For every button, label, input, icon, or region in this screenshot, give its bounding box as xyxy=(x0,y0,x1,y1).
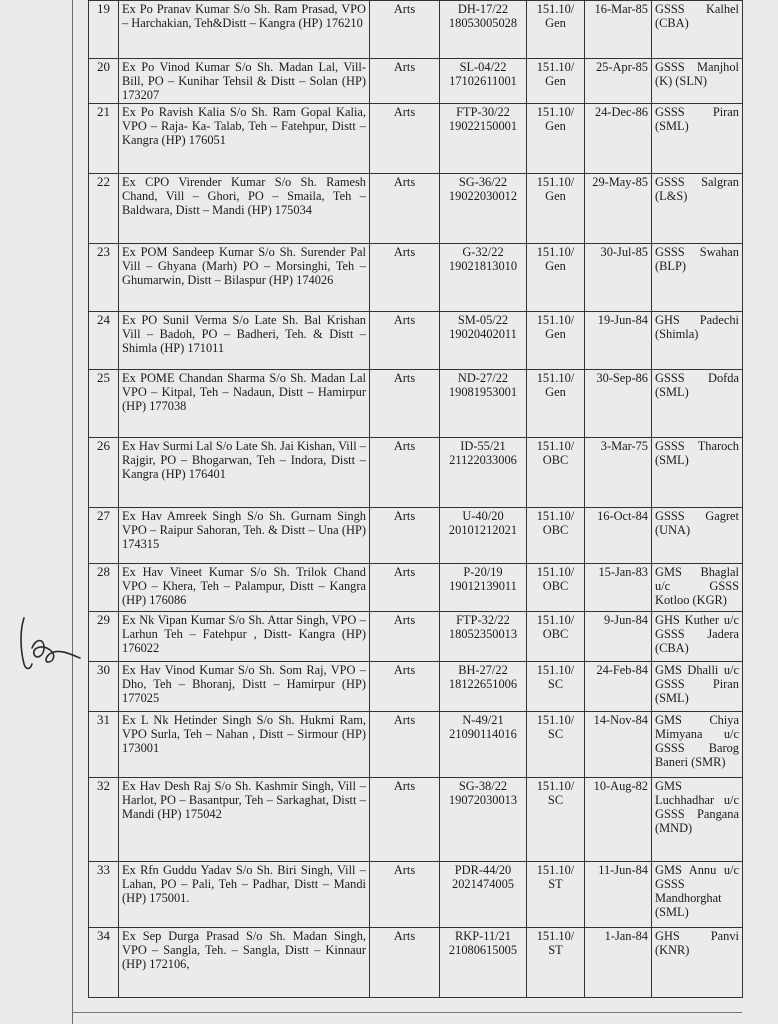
date-of-birth-text: 9-Jun-84 xyxy=(603,613,648,627)
school-allotted-cell xyxy=(652,564,743,612)
category-text: Gen xyxy=(545,16,566,30)
date-of-birth-cell xyxy=(585,438,652,508)
category-cell xyxy=(527,862,585,928)
registration-number-text: 19022030012 xyxy=(448,189,518,203)
serial-number-text: 25 xyxy=(97,370,110,385)
subject-cell xyxy=(370,104,440,174)
school-allotted-cell xyxy=(652,1,743,59)
category-cell xyxy=(527,712,585,778)
category-cell xyxy=(527,928,585,998)
subject-cell xyxy=(370,862,440,928)
school-allotted-text: GSSS Manjhol (K) (SLN) xyxy=(655,60,739,88)
registration-number-cell xyxy=(440,612,527,662)
subject-cell xyxy=(370,612,440,662)
category-text: 151.10/ SC xyxy=(536,779,575,807)
school-allotted-cell xyxy=(652,928,743,998)
date-of-birth-cell xyxy=(585,862,652,928)
registration-number-text: P-20/19 xyxy=(463,565,503,579)
subject-text: Arts xyxy=(393,565,416,579)
candidate-name-address-text: Ex Hav Amreek Singh S/o Sh. Gurnam Singh VPO – Raipur Sahoran, Teh. & Distt – Una (HP) 174315 xyxy=(122,509,366,551)
table-row xyxy=(89,438,743,508)
registration-number-text: G-32/22 xyxy=(462,245,504,259)
category-text: 151.10/ xyxy=(536,105,575,119)
category-text: 151.10/ xyxy=(536,175,575,189)
table-row xyxy=(89,564,743,612)
candidate-name-address-cell xyxy=(119,712,370,778)
subject-cell xyxy=(370,244,440,312)
candidate-name-address-text: Ex Po Pranav Kumar S/o Sh. Ram Prasad, VPO – Harchakian, Teh&Distt – Kangra (HP) 176210 xyxy=(122,2,366,30)
candidate-name-address-text: Ex POME Chandan Sharma S/o Sh. Madan Lal VPO – Kitpal, Teh – Nadaun, Distt – Hamirpur (HP) 177038 xyxy=(122,371,366,413)
category-text: 151.10/ xyxy=(536,565,575,579)
registration-number-text: 21080615005 xyxy=(448,943,518,957)
subject-text: Arts xyxy=(393,713,416,727)
school-allotted-cell xyxy=(652,862,743,928)
school-allotted-cell xyxy=(652,712,743,778)
date-of-birth-text: 14-Nov-84 xyxy=(593,713,648,727)
candidate-name-address-text: Ex Hav Vinod Kumar S/o Sh. Som Raj, VPO – Dho, Teh – Bhoranj, Distt – Hamirpur (HP) 177025 xyxy=(122,663,366,705)
margin-rule xyxy=(72,0,73,1024)
date-of-birth-cell xyxy=(585,564,652,612)
subject-cell xyxy=(370,928,440,998)
school-allotted-cell xyxy=(652,508,743,564)
serial-number-text: 33 xyxy=(97,862,110,877)
subject-cell xyxy=(370,778,440,862)
serial-number-cell xyxy=(89,778,119,862)
category-text: Gen xyxy=(545,119,566,133)
category-text: Gen xyxy=(545,385,566,399)
subject-text: Arts xyxy=(393,439,416,453)
serial-number-text: 32 xyxy=(97,778,110,793)
registration-number-text: SL-04/22 xyxy=(459,60,507,74)
date-of-birth-text: 10-Aug-82 xyxy=(593,779,648,793)
serial-number-text: 24 xyxy=(97,312,110,327)
registration-number-text: 19012139011 xyxy=(449,579,517,593)
registration-number-cell xyxy=(440,438,527,508)
table-row xyxy=(89,104,743,174)
candidate-name-address-text: Ex Hav Vineet Kumar S/o Sh. Trilok Chand VPO – Khera, Teh – Palampur, Distt – Kangra (HP) 176086 xyxy=(122,565,366,607)
serial-number-cell xyxy=(89,438,119,508)
registration-number-text: ID-55/21 xyxy=(460,439,506,453)
registration-number-text: 19020402011 xyxy=(449,327,517,341)
school-allotted-text: GHS Panvi (KNR) xyxy=(655,929,739,957)
serial-number-text: 22 xyxy=(97,174,110,189)
handwritten-signature xyxy=(10,608,90,688)
category-text: 151.10/ xyxy=(536,509,575,523)
category-cell xyxy=(527,778,585,862)
school-allotted-cell xyxy=(652,312,743,370)
table-row xyxy=(89,862,743,928)
school-allotted-text: GSSS Gagret (UNA) xyxy=(655,509,739,537)
school-allotted-cell xyxy=(652,438,743,508)
school-allotted-cell xyxy=(652,612,743,662)
serial-number-text: 23 xyxy=(97,244,110,259)
category-text: 151.10/ ST xyxy=(536,863,575,891)
registration-number-text: 18122651006 xyxy=(448,677,518,691)
subject-text: Arts xyxy=(393,2,416,16)
registration-number-text: ND-27/22 xyxy=(457,371,509,385)
date-of-birth-cell xyxy=(585,174,652,244)
category-text: 151.10/ xyxy=(536,2,575,16)
date-of-birth-text: 1-Jan-84 xyxy=(604,929,648,943)
subject-cell xyxy=(370,59,440,104)
candidate-name-address-cell xyxy=(119,244,370,312)
serial-number-text: 20 xyxy=(97,59,110,74)
subject-text: Arts xyxy=(393,509,416,523)
table-row xyxy=(89,244,743,312)
date-of-birth-text: 30-Jul-85 xyxy=(600,245,648,259)
category-cell xyxy=(527,312,585,370)
registration-number-cell xyxy=(440,862,527,928)
candidate-name-address-cell xyxy=(119,370,370,438)
candidate-name-address-text: Ex Sep Durga Prasad S/o Sh. Madan Singh, VPO – Sangla, Teh. – Sangla, Distt – Kinnaur (HP) 172106, xyxy=(122,929,366,971)
registration-number-text: 19022150001 xyxy=(448,119,518,133)
category-cell xyxy=(527,662,585,712)
category-text: 151.10/ SC xyxy=(536,713,575,741)
category-text: Gen xyxy=(545,259,566,273)
serial-number-text: 29 xyxy=(97,612,110,627)
candidate-name-address-text: Ex Nk Vipan Kumar S/o Sh. Attar Singh, VPO – Larhun Teh – Fatehpur , Distt- Kangra (HP) 176022 xyxy=(122,613,366,655)
table-row xyxy=(89,59,743,104)
registration-number-cell xyxy=(440,778,527,862)
registration-number-cell xyxy=(440,1,527,59)
category-cell xyxy=(527,174,585,244)
subject-cell xyxy=(370,508,440,564)
candidate-name-address-cell xyxy=(119,862,370,928)
category-text: 151.10/ xyxy=(536,439,575,453)
registration-number-text: SM-05/22 xyxy=(457,313,509,327)
serial-number-text: 30 xyxy=(97,662,110,677)
category-text: Gen xyxy=(545,74,566,88)
registration-number-text: SG-36/22 xyxy=(458,175,508,189)
serial-number-cell xyxy=(89,928,119,998)
registration-number-cell xyxy=(440,370,527,438)
registration-number-cell xyxy=(440,712,527,778)
subject-text: Arts xyxy=(393,245,416,259)
category-text: OBC xyxy=(542,453,569,467)
candidate-name-address-cell xyxy=(119,438,370,508)
candidate-table xyxy=(88,0,743,998)
serial-number-cell xyxy=(89,370,119,438)
school-allotted-cell xyxy=(652,370,743,438)
table-row xyxy=(89,1,743,59)
table-row xyxy=(89,174,743,244)
subject-text: Arts xyxy=(393,663,416,677)
table-row xyxy=(89,508,743,564)
date-of-birth-text: 24-Dec-86 xyxy=(595,105,648,119)
subject-text: Arts xyxy=(393,613,416,627)
registration-number-text: FTP-30/22 xyxy=(456,105,510,119)
school-allotted-cell xyxy=(652,244,743,312)
serial-number-cell xyxy=(89,1,119,59)
school-allotted-text: GSSS Tharoch (SML) xyxy=(655,439,739,467)
category-text: 151.10/ ST xyxy=(536,929,575,957)
category-text: 151.10/ xyxy=(536,60,575,74)
category-text: Gen xyxy=(545,327,566,341)
page-bottom-rule xyxy=(72,1012,742,1013)
date-of-birth-text: 16-Oct-84 xyxy=(597,509,648,523)
category-text: 151.10/ xyxy=(536,613,575,627)
candidate-name-address-text: Ex PO Sunil Verma S/o Late Sh. Bal Krishan Vill – Badoh, PO – Badheri, Teh. & Distt – Shimla (HP) 171011 xyxy=(122,313,366,355)
school-allotted-cell xyxy=(652,174,743,244)
serial-number-text: 28 xyxy=(97,564,110,579)
registration-number-text: 18053005028 xyxy=(448,16,518,30)
date-of-birth-text: 3-Mar-75 xyxy=(600,439,648,453)
subject-text: Arts xyxy=(393,60,416,74)
subject-text: Arts xyxy=(393,105,416,119)
date-of-birth-cell xyxy=(585,928,652,998)
category-text: Gen xyxy=(545,189,566,203)
school-allotted-text: GSSS Kalhel (CBA) xyxy=(655,2,739,30)
registration-number-text: 21122033006 xyxy=(449,453,517,467)
date-of-birth-text: 19-Jun-84 xyxy=(597,313,648,327)
date-of-birth-text: 24-Feb-84 xyxy=(596,663,648,677)
subject-cell xyxy=(370,564,440,612)
subject-cell xyxy=(370,312,440,370)
subject-text: Arts xyxy=(393,371,416,385)
school-allotted-text: GMS Luchhadhar u/c GSSS Pangana (MND) xyxy=(655,779,739,835)
date-of-birth-cell xyxy=(585,712,652,778)
serial-number-cell xyxy=(89,312,119,370)
registration-number-text: RKP-11/21 xyxy=(455,929,511,943)
registration-number-text: BH-27/22 xyxy=(458,663,508,677)
registration-number-text: 2021474005 xyxy=(452,877,514,891)
category-text: 151.10/ xyxy=(536,313,575,327)
serial-number-cell xyxy=(89,712,119,778)
date-of-birth-cell xyxy=(585,1,652,59)
category-text: OBC xyxy=(542,579,569,593)
category-cell xyxy=(527,1,585,59)
candidate-name-address-text: Ex CPO Virender Kumar S/o Sh. Ramesh Chand, Vill – Ghori, PO – Smaila, Teh – Baldwara, Distt – Mandi (HP) 175034 xyxy=(122,175,366,217)
registration-number-cell xyxy=(440,928,527,998)
candidate-name-address-cell xyxy=(119,508,370,564)
serial-number-cell xyxy=(89,862,119,928)
registration-number-cell xyxy=(440,59,527,104)
school-allotted-cell xyxy=(652,104,743,174)
serial-number-cell xyxy=(89,508,119,564)
category-text: OBC xyxy=(542,627,569,641)
registration-number-cell xyxy=(440,508,527,564)
school-allotted-text: GHS Padechi (Shimla) xyxy=(655,313,739,341)
registration-number-cell xyxy=(440,312,527,370)
candidate-name-address-cell xyxy=(119,662,370,712)
serial-number-text: 34 xyxy=(97,928,110,943)
table-body xyxy=(89,1,743,998)
registration-number-cell xyxy=(440,244,527,312)
subject-text: Arts xyxy=(393,175,416,189)
registration-number-text: 19021813010 xyxy=(448,259,518,273)
serial-number-text: 31 xyxy=(97,712,110,727)
candidate-name-address-cell xyxy=(119,174,370,244)
serial-number-cell xyxy=(89,564,119,612)
registration-number-cell xyxy=(440,174,527,244)
date-of-birth-text: 25-Apr-85 xyxy=(595,60,648,74)
table-row xyxy=(89,662,743,712)
serial-number-text: 26 xyxy=(97,438,110,453)
school-allotted-text: GSSS Piran (SML) xyxy=(655,105,739,133)
school-allotted-text: GSSS Dofda (SML) xyxy=(655,371,739,399)
candidate-name-address-cell xyxy=(119,104,370,174)
category-text: 151.10/ xyxy=(536,371,575,385)
date-of-birth-text: 16-Mar-85 xyxy=(594,2,648,16)
table-row xyxy=(89,312,743,370)
subject-cell xyxy=(370,438,440,508)
registration-number-text: DH-17/22 xyxy=(457,2,509,16)
registration-number-text: SG-38/22 xyxy=(458,779,508,793)
school-allotted-cell xyxy=(652,662,743,712)
registration-number-text: 19081953001 xyxy=(448,385,518,399)
serial-number-cell xyxy=(89,174,119,244)
category-cell xyxy=(527,244,585,312)
subject-text: Arts xyxy=(393,779,416,793)
subject-cell xyxy=(370,174,440,244)
school-allotted-text: GMS Annu u/c GSSS Mandhorghat (SML) xyxy=(655,863,739,919)
category-cell xyxy=(527,59,585,104)
subject-cell xyxy=(370,712,440,778)
registration-number-text: PDR-44/20 xyxy=(454,863,512,877)
date-of-birth-cell xyxy=(585,104,652,174)
registration-number-text: 18052350013 xyxy=(448,627,518,641)
category-text: 151.10/ SC xyxy=(536,663,575,691)
subject-text: Arts xyxy=(393,929,416,943)
date-of-birth-text: 30-Sep-86 xyxy=(596,371,648,385)
subject-text: Arts xyxy=(393,863,416,877)
date-of-birth-cell xyxy=(585,612,652,662)
table-row xyxy=(89,928,743,998)
candidate-name-address-cell xyxy=(119,928,370,998)
registration-number-text: 20101212021 xyxy=(448,523,518,537)
category-cell xyxy=(527,508,585,564)
registration-number-text: 21090114016 xyxy=(449,727,517,741)
candidate-name-address-cell xyxy=(119,612,370,662)
registration-number-cell xyxy=(440,662,527,712)
date-of-birth-cell xyxy=(585,59,652,104)
date-of-birth-cell xyxy=(585,244,652,312)
serial-number-cell xyxy=(89,59,119,104)
date-of-birth-cell xyxy=(585,508,652,564)
serial-number-cell xyxy=(89,612,119,662)
registration-number-cell xyxy=(440,104,527,174)
table-row xyxy=(89,712,743,778)
candidate-name-address-text: Ex Hav Desh Raj S/o Sh. Kashmir Singh, Vill – Harlot, PO – Basantpur, Teh – Sarkaghat, Distt – Mandi (HP) 175042 xyxy=(122,779,366,821)
candidate-name-address-text: Ex POM Sandeep Kumar S/o Sh. Surender Pal Vill – Ghyana (Marh) PO – Morsinghi, Teh – Ghumarwin, Distt – Bilaspur (HP) 174026 xyxy=(122,245,366,287)
subject-text: Arts xyxy=(393,313,416,327)
serial-number-text: 27 xyxy=(97,508,110,523)
category-cell xyxy=(527,612,585,662)
subject-cell xyxy=(370,1,440,59)
date-of-birth-text: 29-May-85 xyxy=(592,175,648,189)
registration-number-text: FTP-32/22 xyxy=(456,613,510,627)
serial-number-cell xyxy=(89,244,119,312)
school-allotted-text: GSSS Salgran (L&S) xyxy=(655,175,739,203)
table-row xyxy=(89,612,743,662)
registration-number-text: 17102611001 xyxy=(449,74,517,88)
school-allotted-text: GMS Bhaglal u/c GSSS Kotloo (KGR) xyxy=(655,565,739,607)
candidate-name-address-cell xyxy=(119,312,370,370)
serial-number-cell xyxy=(89,662,119,712)
table-row xyxy=(89,370,743,438)
category-cell xyxy=(527,564,585,612)
subject-cell xyxy=(370,370,440,438)
category-cell xyxy=(527,104,585,174)
category-cell xyxy=(527,370,585,438)
registration-number-cell xyxy=(440,564,527,612)
school-allotted-text: GMS Chiya Mimyana u/c GSSS Barog Baneri (SMR) xyxy=(655,713,739,769)
date-of-birth-cell xyxy=(585,312,652,370)
candidate-name-address-cell xyxy=(119,1,370,59)
school-allotted-text: GMS Dhalli u/c GSSS Piran (SML) xyxy=(655,663,739,705)
candidate-name-address-text: Ex Po Ravish Kalia S/o Sh. Ram Gopal Kalia, VPO – Raja- Ka- Talab, Teh – Fatehpur, Distt – Kangra (HP) 176051 xyxy=(122,105,366,147)
date-of-birth-cell xyxy=(585,370,652,438)
candidate-name-address-text: Ex Rfn Guddu Yadav S/o Sh. Biri Singh, Vill – Lahan, PO – Pali, Teh – Padhar, Distt – Mandi (HP) 175001. xyxy=(122,863,366,905)
category-cell xyxy=(527,438,585,508)
school-allotted-cell xyxy=(652,778,743,862)
date-of-birth-cell xyxy=(585,778,652,862)
date-of-birth-text: 11-Jun-84 xyxy=(598,863,648,877)
registration-number-text: N-49/21 xyxy=(462,713,504,727)
category-text: OBC xyxy=(542,523,569,537)
registration-number-text: 19072030013 xyxy=(448,793,518,807)
date-of-birth-text: 15-Jan-83 xyxy=(598,565,648,579)
candidate-name-address-cell xyxy=(119,778,370,862)
candidate-name-address-text: Ex L Nk Hetinder Singh S/o Sh. Hukmi Ram, VPO Surla, Teh – Nahan , Distt – Sirmour (HP) 173001 xyxy=(122,713,366,755)
serial-number-text: 21 xyxy=(97,104,110,119)
subject-cell xyxy=(370,662,440,712)
candidate-name-address-cell xyxy=(119,59,370,104)
category-text: 151.10/ xyxy=(536,245,575,259)
registration-number-text: U-40/20 xyxy=(462,509,504,523)
date-of-birth-cell xyxy=(585,662,652,712)
serial-number-cell xyxy=(89,104,119,174)
school-allotted-text: GSSS Swahan (BLP) xyxy=(655,245,739,273)
candidate-name-address-text: Ex Hav Surmi Lal S/o Late Sh. Jai Kishan, Vill – Rajgir, PO – Bhogarwan, Teh – Indora, Distt – Kangra (HP) 176401 xyxy=(122,439,366,481)
candidate-name-address-text: Ex Po Vinod Kumar S/o Sh. Madan Lal, Vill- Bill, PO – Kunihar Tehsil & Distt – Solan (HP) 173207 xyxy=(122,60,366,102)
candidate-name-address-cell xyxy=(119,564,370,612)
serial-number-text: 19 xyxy=(97,1,110,16)
school-allotted-text: GHS Kuther u/c GSSS Jadera (CBA) xyxy=(655,613,739,655)
school-allotted-cell xyxy=(652,59,743,104)
table-row xyxy=(89,778,743,862)
